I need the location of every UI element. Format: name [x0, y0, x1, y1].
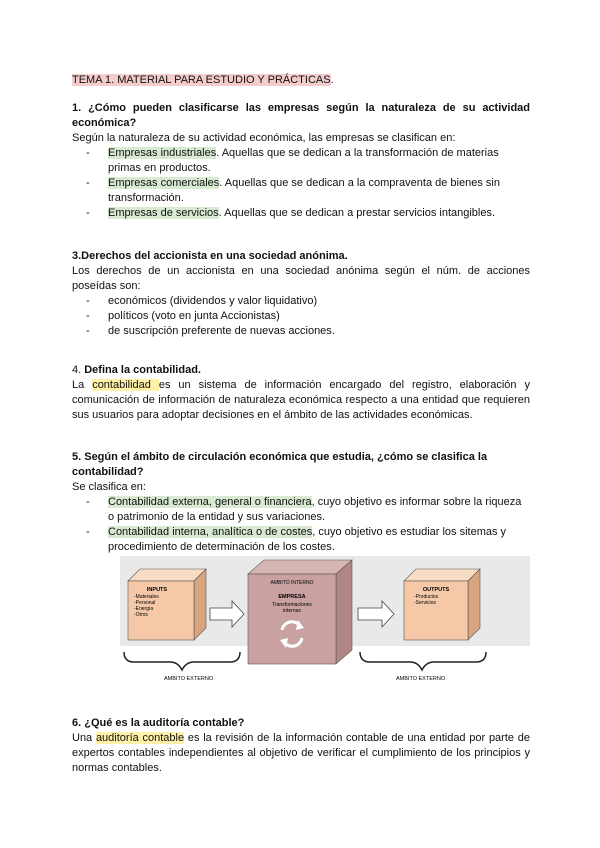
section-6 [72, 716, 530, 776]
list-item: - Empresas de servicios. Aquellas que se dedican a prestar servicios intangibles. [86, 207, 496, 219]
section-5-list [72, 495, 530, 555]
outputs-item: -Servicios [414, 600, 436, 606]
list-item: - de suscripción preferente de nuevas acciones. [86, 325, 335, 337]
ext-right-label: AMBITO EXTERNO [396, 676, 446, 682]
section-1 [72, 101, 530, 221]
external-brace-left [124, 652, 240, 670]
external-brace-right [360, 652, 486, 670]
section-4-heading: 4. Defina la contabilidad. [72, 364, 201, 376]
section-4 [72, 363, 530, 423]
list-item: - Contabilidad externa, general o financiera, cuyo objetivo es informar sobre la riqueza o patrimonio de la entidad y sus variaciones. [86, 496, 522, 523]
list-item: - Empresas industriales. Aquellas que se dedican a la transformación de materias primas en productos. [86, 147, 499, 174]
inputs-box [128, 569, 206, 640]
outputs-title: OUTPUTS [422, 587, 450, 593]
list-item: - económicos (dividendos y valor liquidativo) [86, 295, 318, 307]
list-item: - Empresas comerciales. Aquellas que se dedican a la compraventa de bienes sin transformación. [86, 177, 500, 204]
company-label: EMPRESA [278, 594, 306, 600]
section-4-body: La contabilidad es un sistema de información encargado del registro, elaboración y comunicación de información de naturaleza económica respecto a una entidad que requieren sus usuarios para adoptar decisiones en el ámbito de las actividades económicas. [72, 379, 530, 421]
section-5 [72, 450, 530, 555]
outputs-item: -Productos [414, 594, 439, 600]
inputs-title: INPUTS [146, 587, 168, 593]
section-3-list [72, 294, 530, 339]
outputs-box [404, 569, 480, 640]
section-6-body: Una auditoría contable es la revisión de la información contable de una entidad por parte de expertos contables independientes al objetivo de verificar el cumplimiento de los principios y normas contables. [72, 732, 530, 774]
section-1-intro: Según la naturaleza de su actividad económica, las empresas se clasifican en: [72, 132, 456, 144]
inputs-item: -Energía [134, 606, 154, 612]
document-title: TEMA 1. MATERIAL PARA ESTUDIO Y PRÁCTICAS. [72, 74, 334, 86]
ext-left-label: AMBITO EXTERNO [164, 676, 214, 682]
section-1-list [72, 146, 530, 221]
title-text: TEMA 1. MATERIAL PARA ESTUDIO Y PRÁCTICAS [72, 74, 331, 86]
list-item: - Contabilidad interna, analítica o de costes, cuyo objetivo es estudiar los sitemas y procedimiento de determinación de los costes. [86, 526, 507, 553]
company-flow-diagram [120, 556, 530, 686]
inputs-item: -Materiales [134, 594, 159, 600]
internal-label: AMBITO INTERNO [270, 580, 314, 586]
section-3-intro: Los derechos de un accionista en una sociedad anónima según el núm. de acciones poseídas son: [72, 265, 530, 292]
section-1-heading: 1. ¿Cómo pueden clasificarse las empresas según la naturaleza de su actividad económica? [72, 102, 530, 129]
section-3-heading: 3.Derechos del accionista en una sociedad anónima. [72, 250, 348, 262]
section-5-intro: Se clasifica en: [72, 481, 146, 493]
list-item: - políticos (voto en junta Accionistas) [86, 310, 280, 322]
company-box [248, 560, 352, 664]
inputs-item: -Personal [134, 600, 156, 606]
section-5-heading: 5. Según el ámbito de circulación económica que estudia, ¿cómo se clasifica la contabilidad? [72, 451, 488, 478]
inputs-item: -Otros [134, 612, 148, 618]
section-6-heading: 6. ¿Qué es la auditoría contable? [72, 717, 245, 729]
transform-label: internas [283, 608, 301, 614]
section-3 [72, 249, 530, 339]
transform-label: Transformaciones [272, 602, 312, 608]
